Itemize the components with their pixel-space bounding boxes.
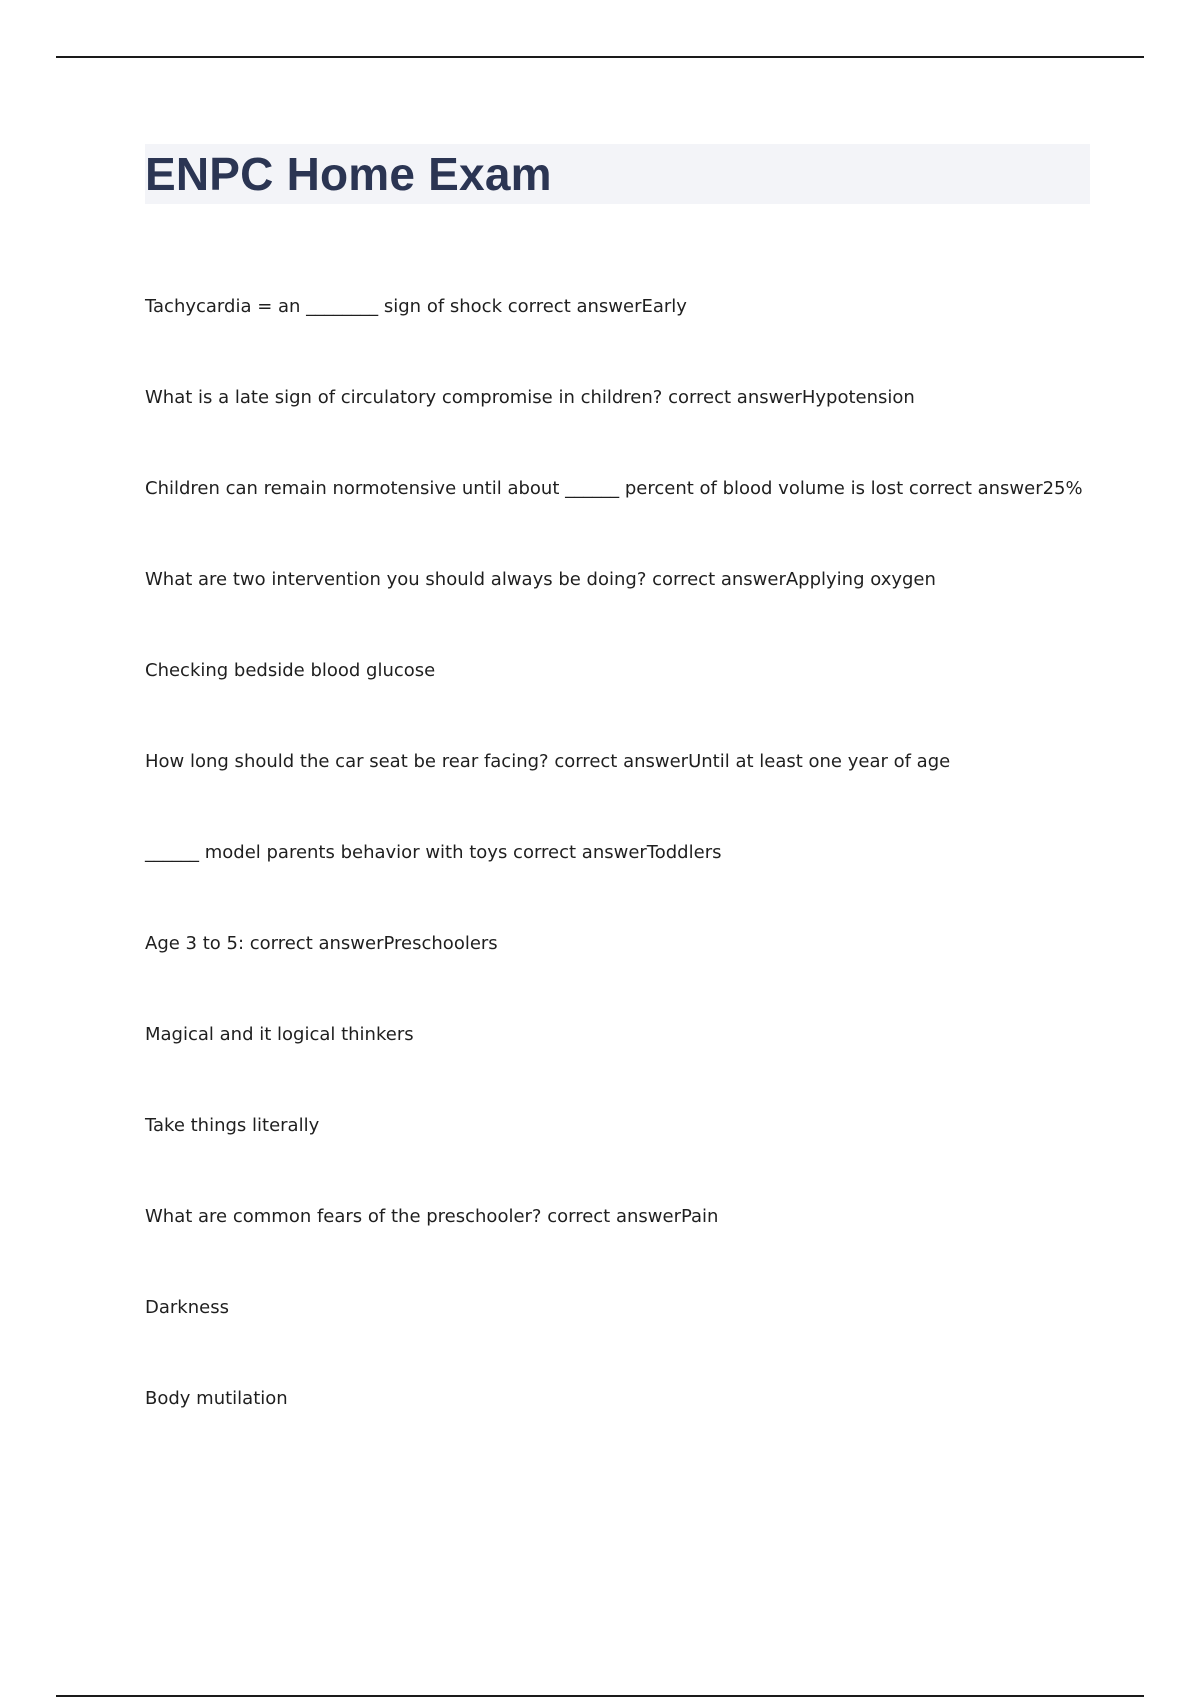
qa-line: Age 3 to 5: correct answerPreschoolers	[145, 933, 498, 954]
qa-line: Body mutilation	[145, 1388, 288, 1409]
header-rule	[56, 56, 1144, 58]
qa-line: What are two intervention you should always be doing? correct answerApplying oxygen	[145, 569, 936, 590]
qa-line: How long should the car seat be rear facing? correct answerUntil at least one year of age	[145, 751, 951, 772]
qa-line: Checking bedside blood glucose	[145, 660, 436, 681]
qa-line: Darkness	[145, 1297, 229, 1318]
qa-line: Children can remain normotensive until about ______ percent of blood volume is lost correct answer25%	[145, 478, 1083, 499]
qa-line: ______ model parents behavior with toys correct answerToddlers	[145, 842, 722, 863]
qa-line: What are common fears of the preschooler? correct answerPain	[145, 1206, 719, 1227]
document-title: ENPC Home Exam	[145, 148, 552, 200]
qa-line: Tachycardia = an ________ sign of shock correct answerEarly	[145, 296, 687, 317]
qa-list	[145, 290, 1105, 1473]
qa-line: What is a late sign of circulatory compromise in children? correct answerHypotension	[145, 387, 915, 408]
footer-rule	[56, 1695, 1144, 1697]
qa-line: Take things literally	[145, 1115, 320, 1136]
qa-line: Magical and it logical thinkers	[145, 1024, 414, 1045]
